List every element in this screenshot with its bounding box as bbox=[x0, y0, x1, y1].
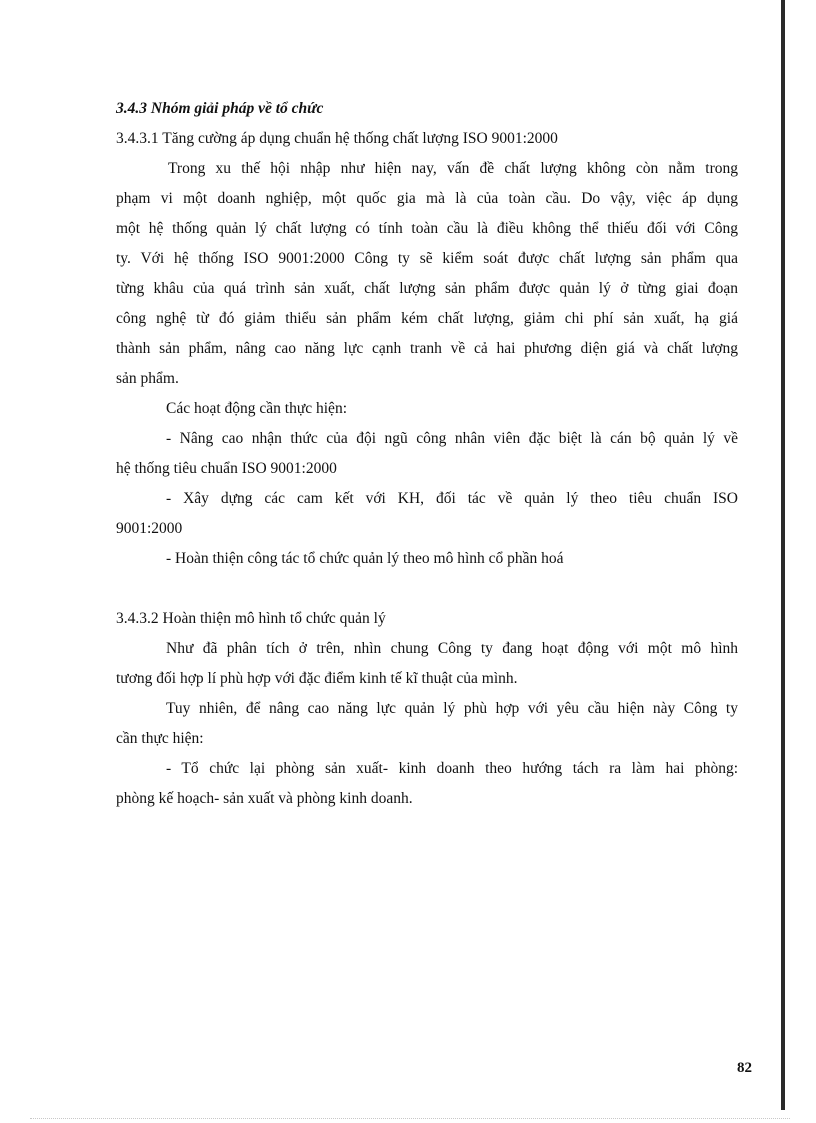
bullet-line: - Tổ chức lại phòng sản xuất- kinh doanh theo hướng tách ra làm hai phòng: bbox=[166, 760, 738, 777]
para1-line: phạm vi một doanh nghiệp, một quốc gia mà là của toàn cầu. Do vậy, việc áp dụng bbox=[116, 190, 738, 207]
para1-line: từng khâu của quá trình sản xuất, chất lượng sản phẩm được quản lý ở từng giai đoạn bbox=[116, 280, 738, 297]
paragraph-gap bbox=[116, 574, 738, 604]
page-edge-right bbox=[781, 0, 785, 1110]
para1-line: một hệ thống quản lý chất lượng có tính toàn cầu là điều không thể thiếu đối với Công bbox=[116, 220, 738, 237]
subsection-title-2: 3.4.3.2 Hoàn thiện mô hình tổ chức quản lý bbox=[116, 610, 386, 627]
para3-line: cần thực hiện: bbox=[116, 730, 204, 747]
bullet-line: hệ thống tiêu chuẩn ISO 9001:2000 bbox=[116, 460, 337, 477]
para1-line: ty. Với hệ thống ISO 9001:2000 Công ty sẽ kiểm soát được chất lượng sản phẩm qua bbox=[116, 250, 738, 267]
bullet-line: 9001:2000 bbox=[116, 520, 183, 537]
bullet-line: - Hoàn thiện công tác tổ chức quản lý theo mô hình cổ phần hoá bbox=[166, 550, 564, 567]
para2-line: tương đối hợp lí phù hợp với đặc điểm kinh tế kĩ thuật của mình. bbox=[116, 670, 518, 687]
page-edge-bottom bbox=[30, 1118, 790, 1119]
bullet-line: phòng kế hoạch- sản xuất và phòng kinh doanh. bbox=[116, 790, 413, 807]
subsection-title-1: 3.4.3.1 Tăng cường áp dụng chuẩn hệ thống chất lượng ISO 9001:2000 bbox=[116, 130, 558, 147]
page-content bbox=[116, 94, 738, 814]
para3-line: Tuy nhiên, để nâng cao năng lực quản lý phù hợp với yêu cầu hiện này Công ty bbox=[166, 700, 738, 717]
para2-line: Như đã phân tích ở trên, nhìn chung Công ty đang hoạt động với một mô hình bbox=[166, 640, 738, 657]
bullet-line: - Nâng cao nhận thức của đội ngũ công nhân viên đặc biệt là cán bộ quản lý về bbox=[166, 430, 738, 447]
para1-line: Trong xu thế hội nhập như hiện nay, vấn đề chất lượng không còn nằm trong bbox=[168, 160, 738, 177]
page-number: 82 bbox=[737, 1060, 752, 1076]
section-heading: 3.4.3 Nhóm giải pháp về tổ chức bbox=[116, 100, 324, 117]
bullet-line: - Xây dựng các cam kết với KH, đối tác về quản lý theo tiêu chuẩn ISO bbox=[166, 490, 738, 507]
para1-line: thành sản phẩm, nâng cao năng lực cạnh tranh về cả hai phương diện giá và chất lượng bbox=[116, 340, 738, 357]
activities-intro: Các hoạt động cần thực hiện: bbox=[166, 400, 347, 417]
para1-line: công nghệ từ đó giảm thiểu sản phẩm kém chất lượng, giảm chi phí sản xuất, hạ giá bbox=[116, 310, 738, 327]
para1-line: sản phẩm. bbox=[116, 370, 179, 387]
